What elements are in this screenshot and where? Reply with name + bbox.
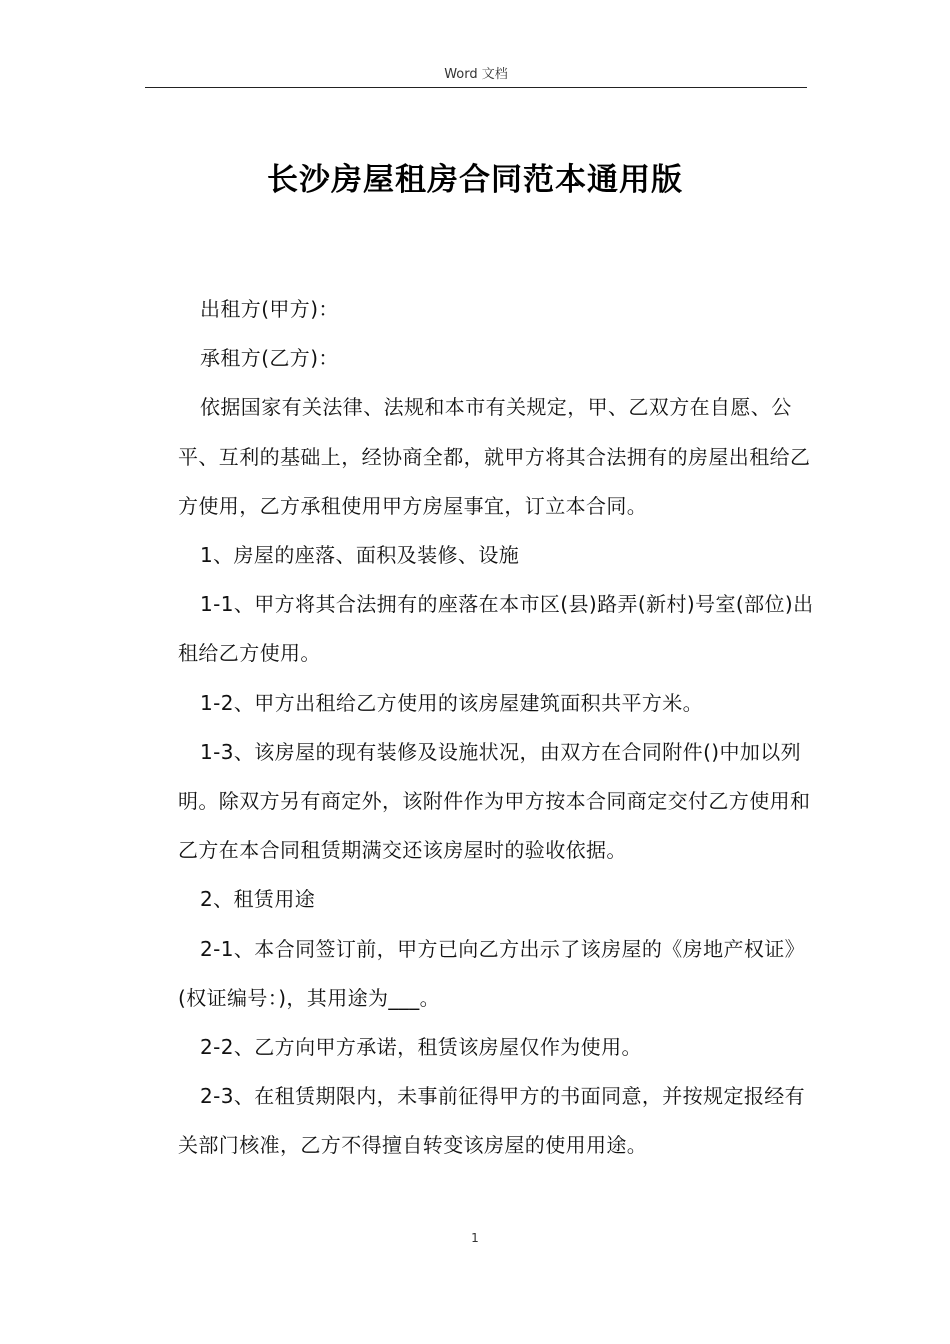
- paragraph-lessee: 承租方(乙方)：: [200, 346, 339, 371]
- document-title: 长沙房屋租房合同范本通用版: [267, 162, 683, 198]
- paragraph-lessor: 出租方(甲方)：: [200, 297, 339, 321]
- section-heading-1: 1、房屋的座落、面积及装修、设施: [200, 543, 520, 568]
- paragraph-preamble: 依据国家有关法律、法规和本市有关规定，甲、乙双方在自愿、公平、互利的基础上，经协商全都，就甲方将其合法拥有的房屋出租给乙方使用，乙方承租使用甲方房屋事宜，订立本合同。: [178, 395, 811, 518]
- page-header: [145, 66, 807, 84]
- clause-2-2: 2-2、乙方向甲方承诺，租赁该房屋仅作为使用。: [200, 1035, 642, 1060]
- clause-1-3: 1-3、该房屋的现有装修及设施状况，由双方在合同附件()中加以列明。除双方另有商定外，该附件作为甲方按本合同商定交付乙方使用和乙方在本合同租赁期满交还该房屋时的验收依据。: [178, 739, 811, 863]
- header-divider: [145, 87, 807, 88]
- clause-2-3: 2-3、在租赁期限内，未事前征得甲方的书面同意，并按规定报经有关部门核准，乙方不得擅自转变该房屋的使用用途。: [178, 1084, 806, 1158]
- clause-2-1: 2-1、本合同签订前，甲方已向乙方出示了该房屋的《房地产权证》(权证编号：)，其用途为___。: [178, 936, 806, 1010]
- clause-1-2: 1-2、甲方出租给乙方使用的该房屋建筑面积共平方米。: [200, 690, 704, 715]
- clause-1-1: 1-1、甲方将其合法拥有的座落在本市区(县)路弄(新村)号室(部位)出租给乙方使用。: [178, 592, 814, 666]
- section-heading-2: 2、租赁用途: [200, 887, 316, 912]
- document-body: [178, 285, 814, 1171]
- header-label: Word 文档: [444, 67, 508, 82]
- page-number: 1: [471, 1231, 479, 1245]
